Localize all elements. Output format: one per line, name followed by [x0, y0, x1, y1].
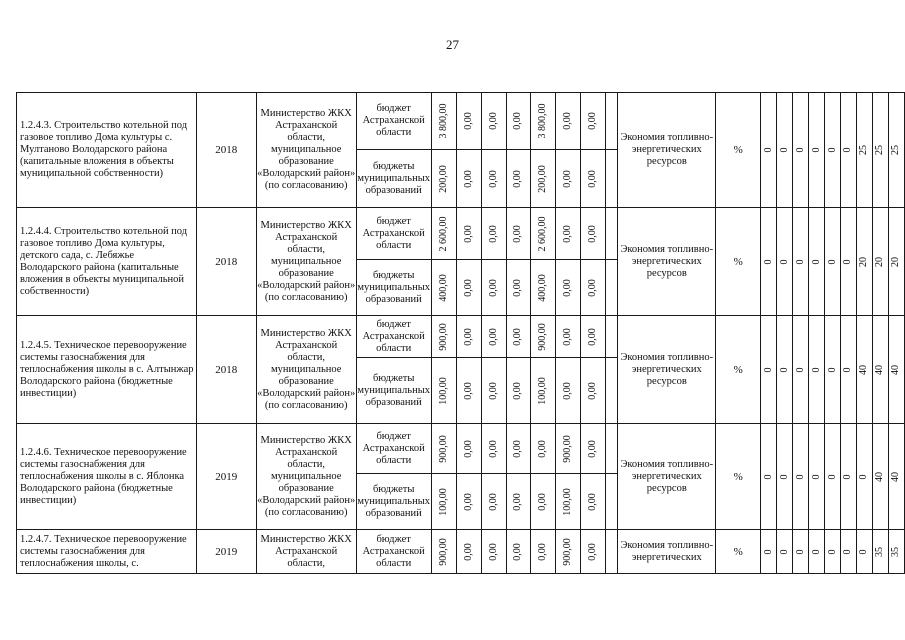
funding-amount: 0,00: [562, 112, 574, 130]
indicator-value: 25: [874, 145, 886, 155]
funding-amount: 0,00: [462, 327, 474, 346]
indicator-value: 25: [890, 145, 902, 155]
indicator-unit: %: [716, 424, 761, 530]
activity-executor: Министерство ЖКХ Астраханской области, муниципальное образование «Володарский район» (по согласованию): [256, 424, 356, 530]
indicator-value-cell: [825, 424, 841, 530]
funding-source: бюджет Астраханской области: [356, 316, 431, 358]
indicator-value-cell: [888, 316, 904, 424]
funding-amount-cell: [456, 474, 481, 530]
indicator-unit: %: [716, 530, 761, 574]
funding-amount-cell: [531, 93, 556, 150]
indicator-value: 0: [794, 474, 806, 479]
activity-name: 1.2.4.6. Техническое перевооружение системы газоснабжения для теплоснабжения школы в с. Яблонка Володарского района (бюджетные инвестиции): [17, 424, 197, 530]
indicator-name: Экономия топливно-энергетических: [618, 530, 716, 574]
indicator-value-cell: [841, 316, 857, 424]
funding-amount: 0,00: [512, 224, 524, 243]
funding-source: бюджет Астраханской области: [356, 424, 431, 474]
indicator-value-cell: [761, 316, 777, 424]
spacer-cell: [606, 316, 618, 358]
funding-amount-cell: [481, 474, 506, 530]
indicator-value-cell: [856, 530, 872, 574]
funding-amount: 0,00: [587, 112, 599, 130]
indicator-value-cell: [872, 93, 888, 208]
funding-amount: 0,00: [512, 112, 524, 130]
funding-amount-cell: [556, 316, 581, 358]
funding-amount-cell: [506, 93, 531, 150]
indicator-value-cell: [777, 530, 793, 574]
spacer-cell: [606, 150, 618, 208]
indicator-value: 0: [842, 147, 854, 153]
funding-amount: 0,00: [537, 439, 549, 458]
funding-amount: 100,00: [437, 376, 449, 405]
funding-amount: 0,00: [462, 112, 474, 130]
indicator-value: 0: [826, 259, 838, 264]
indicator-value-cell: [888, 530, 904, 574]
funding-amount-cell: [581, 474, 606, 530]
funding-amount: 0,00: [487, 224, 499, 243]
funding-amount-cell: [431, 93, 456, 150]
indicator-value-cell: [825, 208, 841, 316]
indicator-value-cell: [841, 208, 857, 316]
indicator-value-cell: [856, 424, 872, 530]
indicator-value: 0: [826, 367, 838, 372]
funding-amount-cell: [481, 358, 506, 424]
indicator-value: 40: [890, 471, 902, 482]
indicator-value-cell: [872, 530, 888, 574]
indicator-value-cell: [856, 316, 872, 424]
spacer-cell: [606, 260, 618, 316]
indicator-value: 0: [826, 549, 838, 554]
funding-amount: 0,00: [487, 169, 499, 188]
funding-amount: 400,00: [437, 273, 449, 302]
indicator-value: 0: [810, 259, 822, 264]
funding-amount-cell: [531, 358, 556, 424]
funding-amount: 0,00: [512, 327, 524, 346]
indicator-value-cell: [888, 424, 904, 530]
activity-year: 2018: [196, 93, 256, 208]
funding-amount-cell: [531, 150, 556, 208]
indicator-value-cell: [872, 424, 888, 530]
funding-amount: 900,00: [562, 537, 574, 566]
indicator-value-cell: [761, 530, 777, 574]
indicator-value-cell: [777, 424, 793, 530]
funding-amount: 900,00: [562, 434, 574, 463]
funding-amount: 0,00: [462, 278, 474, 297]
funding-amount: 900,00: [437, 322, 449, 351]
indicator-value: 0: [826, 147, 838, 153]
activity-name: 1.2.4.4. Строительство котельной под газовое топливо Дома культуры, детского сада, с. Лебяжье Володарского района (капитальные вложения в объекты муниципальной собственности): [17, 208, 197, 316]
funding-amount-cell: [556, 208, 581, 260]
funding-amount-cell: [556, 424, 581, 474]
funding-amount-cell: [481, 93, 506, 150]
funding-amount: 900,00: [437, 537, 449, 566]
indicator-name: Экономия топливно-энергетических ресурсов: [618, 316, 716, 424]
funding-amount: 0,00: [512, 492, 524, 511]
funding-amount-cell: [431, 208, 456, 260]
indicator-unit: %: [716, 316, 761, 424]
activity-name: 1.2.4.5. Техническое перевооружение системы газоснабжения для теплоснабжения школы в с. Алтынжар Володарского района (бюджетные инвестиции): [17, 316, 197, 424]
indicator-value-cell: [841, 93, 857, 208]
funding-source: бюджет Астраханской области: [356, 530, 431, 574]
indicator-value: 0: [810, 474, 822, 479]
funding-amount-cell: [431, 260, 456, 316]
indicator-value: 0: [810, 367, 822, 372]
funding-amount-cell: [531, 260, 556, 316]
funding-amount-cell: [556, 474, 581, 530]
activity-executor: Министерство ЖКХ Астраханской области, муниципальное образование «Володарский район» (по согласованию): [256, 316, 356, 424]
funding-amount: 900,00: [437, 434, 449, 463]
indicator-value-cell: [777, 93, 793, 208]
funding-amount: 400,00: [537, 273, 549, 302]
funding-source: бюджеты муниципальных образований: [356, 150, 431, 208]
indicator-value: 0: [810, 549, 822, 554]
funding-amount-cell: [581, 424, 606, 474]
funding-amount: 0,00: [562, 169, 574, 188]
indicator-value-cell: [793, 316, 809, 424]
indicator-value-cell: [888, 93, 904, 208]
funding-amount: 0,00: [537, 542, 549, 561]
funding-amount-cell: [506, 208, 531, 260]
funding-amount-cell: [506, 316, 531, 358]
table-row: [17, 530, 905, 574]
funding-amount-cell: [506, 474, 531, 530]
indicator-value: 0: [810, 147, 822, 153]
indicator-value: 0: [778, 549, 790, 554]
activity-year: 2019: [196, 424, 256, 530]
funding-amount-cell: [581, 260, 606, 316]
funding-amount: 0,00: [587, 542, 599, 561]
activity-name: 1.2.4.3. Строительство котельной под газовое топливо Дома культуры с. Мултаново Володарского района (капитальные вложения в объекты муниципальной собственности): [17, 93, 197, 208]
funding-amount: 0,00: [487, 492, 499, 511]
funding-amount-cell: [431, 424, 456, 474]
funding-amount: 0,00: [587, 224, 599, 243]
indicator-value-cell: [856, 93, 872, 208]
indicator-value: 20: [890, 256, 902, 267]
funding-amount-cell: [506, 530, 531, 574]
indicator-value-cell: [777, 316, 793, 424]
table-row: [17, 208, 905, 260]
indicator-name: Экономия топливно-энергетических ресурсов: [618, 208, 716, 316]
indicator-value: 35: [874, 546, 886, 557]
indicator-value-cell: [809, 530, 825, 574]
indicator-value: 0: [778, 147, 790, 153]
funding-amount-cell: [456, 316, 481, 358]
funding-amount-cell: [481, 208, 506, 260]
funding-amount: 100,00: [562, 487, 574, 516]
funding-amount: 0,00: [587, 439, 599, 458]
funding-amount: 3 800,00: [537, 103, 549, 139]
funding-amount: 2 600,00: [437, 216, 449, 251]
funding-amount: 0,00: [512, 439, 524, 458]
funding-amount-cell: [456, 358, 481, 424]
indicator-value-cell: [809, 316, 825, 424]
funding-amount: 0,00: [587, 278, 599, 297]
indicator-value: 40: [874, 364, 886, 375]
funding-amount: 900,00: [537, 322, 549, 351]
funding-amount: 0,00: [487, 542, 499, 561]
funding-amount: 3 800,00: [437, 103, 449, 139]
indicator-value: 0: [794, 367, 806, 372]
spacer-cell: [606, 474, 618, 530]
funding-amount: 0,00: [487, 381, 499, 400]
funding-amount: 0,00: [487, 327, 499, 346]
indicator-value: 0: [762, 147, 774, 153]
funding-amount: 0,00: [562, 224, 574, 243]
indicator-value-cell: [793, 208, 809, 316]
funding-amount-cell: [556, 530, 581, 574]
funding-amount: 0,00: [462, 169, 474, 188]
funding-amount-cell: [456, 260, 481, 316]
page-number: 27: [446, 37, 459, 52]
indicator-value-cell: [793, 530, 809, 574]
funding-amount: 0,00: [587, 327, 599, 346]
funding-amount-cell: [506, 260, 531, 316]
funding-source: бюджеты муниципальных образований: [356, 474, 431, 530]
indicator-value: 0: [762, 367, 774, 372]
funding-amount: 0,00: [512, 381, 524, 400]
indicator-value: 40: [890, 364, 902, 375]
funding-amount: 0,00: [462, 492, 474, 511]
funding-amount-cell: [506, 424, 531, 474]
indicator-value: 0: [762, 259, 774, 264]
funding-amount-cell: [581, 150, 606, 208]
funding-amount: 0,00: [512, 278, 524, 297]
indicator-value-cell: [761, 93, 777, 208]
indicator-value-cell: [793, 424, 809, 530]
indicator-value-cell: [872, 208, 888, 316]
funding-amount-cell: [581, 316, 606, 358]
indicator-name: Экономия топливно-энергетических ресурсов: [618, 93, 716, 208]
indicator-value-cell: [841, 530, 857, 574]
table-row: [17, 424, 905, 474]
indicator-value: 0: [826, 474, 838, 479]
funding-source: бюджет Астраханской области: [356, 93, 431, 150]
funding-amount: 0,00: [462, 381, 474, 400]
funding-amount-cell: [531, 424, 556, 474]
funding-amount-cell: [581, 208, 606, 260]
indicator-value: 0: [794, 549, 806, 554]
indicator-value: 25: [858, 145, 870, 155]
funding-amount-cell: [481, 316, 506, 358]
funding-amount-cell: [456, 93, 481, 150]
indicator-value: 0: [778, 259, 790, 264]
funding-amount-cell: [431, 358, 456, 424]
funding-source: бюджет Астраханской области: [356, 208, 431, 260]
funding-amount-cell: [531, 208, 556, 260]
indicator-value: 0: [762, 549, 774, 554]
funding-amount: 200,00: [537, 164, 549, 193]
indicator-name: Экономия топливно-энергетических ресурсов: [618, 424, 716, 530]
table-row: [17, 316, 905, 358]
indicator-value: 0: [858, 549, 870, 554]
funding-amount: 0,00: [487, 278, 499, 297]
funding-amount-cell: [431, 150, 456, 208]
funding-amount: 0,00: [462, 224, 474, 243]
funding-amount: 0,00: [462, 439, 474, 458]
indicator-value-cell: [777, 208, 793, 316]
funding-amount-cell: [531, 316, 556, 358]
funding-source: бюджеты муниципальных образований: [356, 260, 431, 316]
funding-amount: 0,00: [487, 112, 499, 130]
indicator-value: 0: [762, 474, 774, 479]
indicator-value: 40: [858, 364, 870, 375]
funding-amount: 0,00: [562, 327, 574, 346]
spacer-cell: [606, 530, 618, 574]
indicator-value-cell: [809, 208, 825, 316]
funding-amount-cell: [431, 316, 456, 358]
indicator-value-cell: [856, 208, 872, 316]
program-activities-table: [16, 92, 905, 574]
funding-amount-cell: [556, 358, 581, 424]
activity-year: 2018: [196, 316, 256, 424]
funding-amount: 0,00: [562, 381, 574, 400]
funding-amount-cell: [556, 260, 581, 316]
funding-amount-cell: [581, 530, 606, 574]
indicator-value: 0: [842, 259, 854, 264]
funding-amount: 100,00: [437, 487, 449, 516]
funding-amount-cell: [506, 358, 531, 424]
spacer-cell: [606, 208, 618, 260]
spacer-cell: [606, 93, 618, 150]
funding-amount-cell: [481, 530, 506, 574]
indicator-value-cell: [872, 316, 888, 424]
indicator-value: 35: [890, 546, 902, 557]
indicator-value: 40: [874, 471, 886, 482]
activity-executor: Министерство ЖКХ Астраханской области, муниципальное образование «Володарский район» (по согласованию): [256, 208, 356, 316]
spacer-cell: [606, 358, 618, 424]
funding-amount-cell: [531, 474, 556, 530]
funding-amount-cell: [481, 260, 506, 316]
funding-amount-cell: [531, 530, 556, 574]
activity-name: 1.2.4.7. Техническое перевооружение системы газоснабжения для теплоснабжения школы, с.: [17, 530, 197, 574]
funding-amount-cell: [556, 150, 581, 208]
indicator-value-cell: [888, 208, 904, 316]
funding-amount-cell: [456, 208, 481, 260]
funding-amount-cell: [481, 424, 506, 474]
indicator-value: 0: [842, 367, 854, 372]
funding-amount: 200,00: [437, 164, 449, 193]
funding-amount-cell: [581, 358, 606, 424]
funding-amount-cell: [481, 150, 506, 208]
indicator-value-cell: [825, 93, 841, 208]
funding-amount-cell: [506, 150, 531, 208]
activity-year: 2019: [196, 530, 256, 574]
funding-amount: 0,00: [537, 492, 549, 511]
funding-amount: 0,00: [462, 542, 474, 561]
indicator-unit: %: [716, 93, 761, 208]
funding-amount-cell: [456, 530, 481, 574]
funding-amount-cell: [456, 424, 481, 474]
funding-amount: 2 600,00: [537, 216, 549, 251]
activity-year: 2018: [196, 208, 256, 316]
indicator-value-cell: [841, 424, 857, 530]
indicator-value: 0: [842, 549, 854, 554]
indicator-value-cell: [825, 530, 841, 574]
spacer-cell: [606, 424, 618, 474]
funding-source: бюджеты муниципальных образований: [356, 358, 431, 424]
funding-amount: 0,00: [587, 492, 599, 511]
funding-amount-cell: [431, 530, 456, 574]
indicator-value: 20: [874, 256, 886, 267]
indicator-value-cell: [793, 93, 809, 208]
activity-executor: Министерство ЖКХ Астраханской области,: [256, 530, 356, 574]
activity-executor: Министерство ЖКХ Астраханской области, муниципальное образование «Володарский район» (по согласованию): [256, 93, 356, 208]
indicator-value-cell: [761, 208, 777, 316]
funding-amount-cell: [456, 150, 481, 208]
funding-amount-cell: [431, 474, 456, 530]
indicator-value: 0: [842, 474, 854, 479]
indicator-unit: %: [716, 208, 761, 316]
funding-amount-cell: [556, 93, 581, 150]
indicator-value-cell: [761, 424, 777, 530]
funding-amount: 0,00: [512, 169, 524, 188]
indicator-value-cell: [825, 316, 841, 424]
funding-amount: 0,00: [512, 542, 524, 561]
funding-amount: 0,00: [587, 381, 599, 400]
indicator-value: 0: [858, 474, 870, 479]
indicator-value-cell: [809, 424, 825, 530]
indicator-value: 20: [858, 256, 870, 267]
funding-amount: 0,00: [562, 278, 574, 297]
indicator-value-cell: [809, 93, 825, 208]
indicator-value: 0: [778, 367, 790, 372]
funding-amount: 100,00: [537, 376, 549, 405]
funding-amount-cell: [581, 93, 606, 150]
funding-amount: 0,00: [487, 439, 499, 458]
table-row: [17, 93, 905, 150]
indicator-value: 0: [794, 259, 806, 264]
funding-amount: 0,00: [587, 169, 599, 188]
indicator-value: 0: [794, 147, 806, 153]
indicator-value: 0: [778, 474, 790, 479]
